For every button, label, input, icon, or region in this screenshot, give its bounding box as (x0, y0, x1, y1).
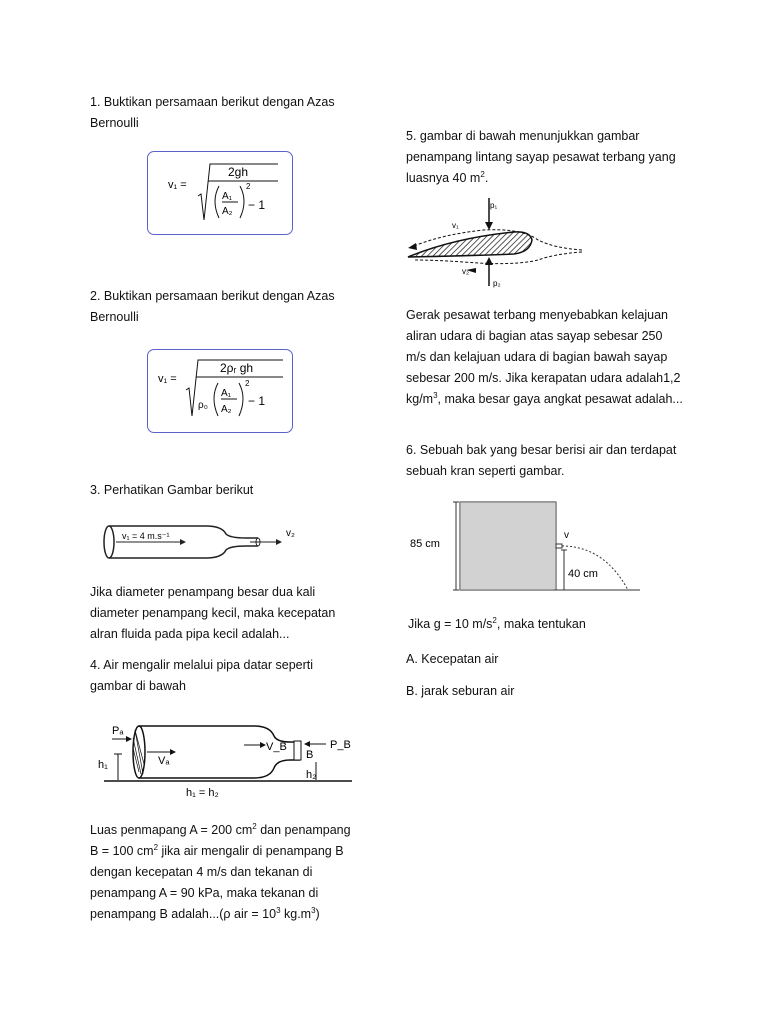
q6-item-a: A. Kecepatan air (406, 652, 499, 666)
q4-text: 4. Air mengalir melalui pipa datar seperti gambar di bawah (90, 658, 314, 693)
q4-pb-label: P_B (330, 739, 351, 751)
q4-b-label: B (306, 749, 314, 761)
q5-text-part: 5. gambar di bawah menunjukkan gambar penampang lintang sayap pesawat terbang yang luasnya 40 m (406, 129, 676, 185)
q4-vb-label: V_B (266, 741, 287, 753)
q1-minus: − 1 (248, 198, 266, 212)
q3-pipe-figure (96, 516, 306, 566)
q3-body: Jika diameter penampang besar dua kali diameter penampang kecil, maka kecepatan alran fluida pada pipa kecil adalah... (90, 585, 336, 641)
q4-h2-label: h₂ (306, 769, 317, 781)
q1-numerator: 2gh (228, 165, 249, 179)
q3-v1-label: v₁ = 4 m.s⁻¹ (122, 531, 170, 541)
q2-a1: A₁ (221, 388, 232, 399)
q4-h1-label: h₁ (98, 759, 108, 771)
q4-body-part: jika air mengalir di penampang B dengan kecepatan 4 m/s dan tekanan di penampang A = 90 kPa, maka tekanan di penampang B adalah...(ρ air = 10 (90, 844, 344, 921)
q1-formula (148, 152, 292, 234)
q1-text: 1. Buktikan persamaan berikut dengan Azas Bernoulli (90, 95, 335, 130)
q4-body-part: Luas penmapang A = 200 cm (90, 823, 253, 837)
q1-formula-box (147, 151, 293, 235)
q5-text-part: . (484, 171, 489, 185)
q5-body-part: Gerak pesawat terbang menyebabkan kelajuan aliran udara di bagian atas sayap sebesar 250 m/s dan kelajuan udara di bagian bawah sayap sebesar 200 m/s. Jika kerapatan udara adalah1,2 kg/m (406, 308, 681, 406)
q4-body-sup: 2 (153, 842, 159, 852)
q6-v-label: v (564, 530, 569, 541)
q6-85cm-label: 85 cm (410, 538, 440, 550)
q4-pipe-figure (94, 718, 356, 800)
q2-rho0: ρ₀ (198, 400, 208, 411)
q1-a1: A₁ (222, 191, 233, 202)
q2-formula-box (147, 349, 293, 433)
q4-body-part: ) (315, 907, 320, 921)
q6-40cm-label: 40 cm (568, 568, 598, 580)
q5-body (406, 305, 686, 410)
q5-wing-figure (404, 194, 594, 290)
q4-body (90, 820, 360, 925)
q5-body-sup: 3 (433, 390, 438, 400)
q2-lhs: v₁ = (158, 373, 177, 385)
q6-given-sup: 2 (492, 615, 497, 625)
q6-given (408, 614, 688, 635)
q4-pa-label: Pₐ (112, 725, 124, 737)
q3-v2-label: v₂ (286, 528, 295, 539)
q5-v1-label: v₁ (452, 221, 459, 230)
q5-text-sup: 2 (480, 169, 485, 179)
q2-minus: − 1 (248, 394, 266, 408)
q6-text: 6. Sebuah bak yang besar berisi air dan terdapat sebuah kran seperti gambar. (406, 443, 677, 478)
q6-tank-figure (404, 494, 644, 600)
q4-body-sup: 2 (252, 821, 257, 831)
q5-p1-label: p₁ (490, 201, 498, 210)
q4-body-sup: 3 (276, 905, 281, 915)
q2-exp: 2 (245, 379, 250, 388)
q1-exp: 2 (246, 182, 251, 191)
q3-text: 3. Perhatikan Gambar berikut (90, 483, 254, 497)
q6-given-part: Jika g = 10 m/s (408, 617, 493, 631)
q5-p2-label: p₂ (493, 279, 501, 288)
q1-lhs: v₁ = (168, 179, 187, 191)
q6-given-part: , maka tentukan (496, 617, 586, 631)
q2-numerator: 2ρᵣ gh (220, 361, 254, 375)
q4-body-part: kg.m (280, 907, 312, 921)
q5-v2-label: v₂ (462, 267, 470, 276)
q6-item-b: B. jarak seburan air (406, 684, 515, 698)
q2-formula (148, 350, 292, 432)
q4-body-sup: 3 (311, 905, 316, 915)
q2-a2: A₂ (221, 404, 232, 415)
q2-text: 2. Buktikan persamaan berikut dengan Azas Bernoulli (90, 289, 335, 324)
q4-h-eq-label: h₁ = h₂ (186, 787, 219, 799)
q1-a2: A₂ (222, 206, 233, 217)
q4-body-part: dan penampang B = 100 cm (90, 823, 351, 858)
q5-body-part: , maka besar gaya angkat pesawat adalah... (437, 392, 683, 406)
q5-text (406, 126, 686, 189)
q4-va-label: Vₐ (158, 755, 170, 767)
